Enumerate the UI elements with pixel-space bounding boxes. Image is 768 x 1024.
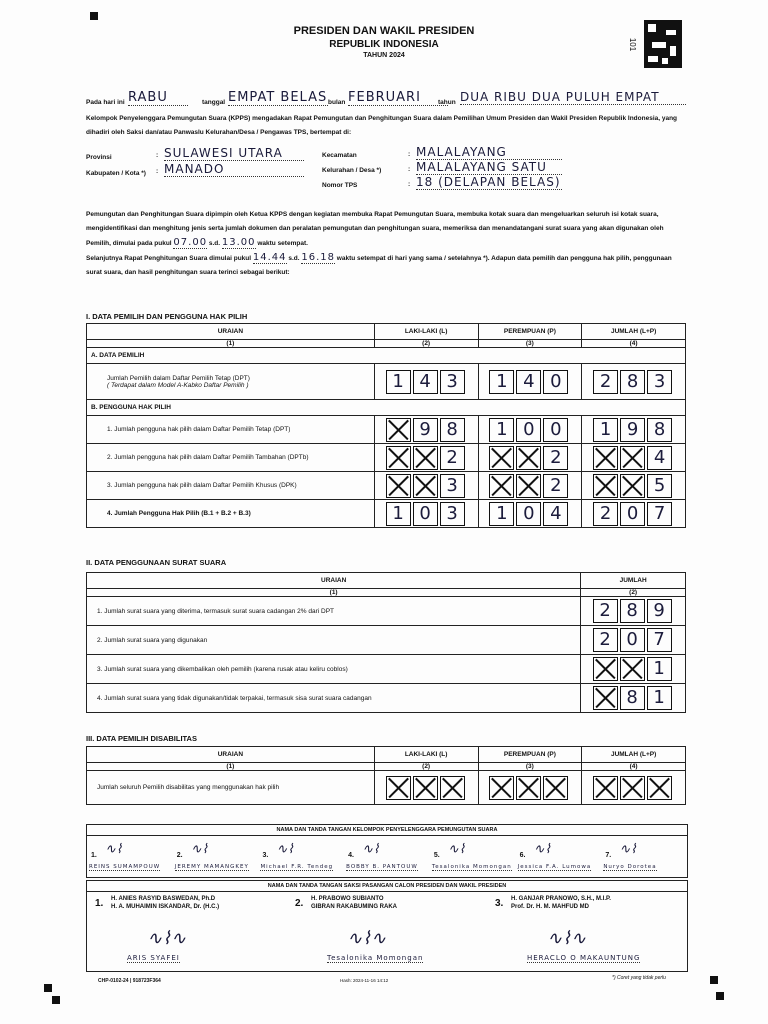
doc-title: PRESIDEN DAN WAKIL PRESIDEN xyxy=(293,25,475,37)
crossed-digit-box xyxy=(516,446,541,470)
s2-row2-label: 2. Jumlah surat suara yang digunakan xyxy=(87,626,581,655)
year-value: DUA RIBU DUA PULUH EMPAT xyxy=(460,90,686,105)
crossed-digit-box xyxy=(413,474,438,498)
end-time: 13.00 xyxy=(221,237,256,248)
s1-col-jumlah: JUMLAH (L+P) xyxy=(582,324,686,340)
registration-mark xyxy=(44,984,52,992)
section1-title: I. DATA PEMILIH DAN PENGGUNA HAK PILIH xyxy=(86,312,248,321)
b3-laki-boxes xyxy=(379,474,474,498)
b2-label: 2. Jumlah pengguna hak pilih dalam Daftar Pemilih Tambahan (DPTb) xyxy=(87,444,375,472)
kelurahan-value: MALALAYANG SATU xyxy=(416,160,562,175)
registration-mark xyxy=(716,992,724,1000)
crossed-digit-box xyxy=(386,474,411,498)
kpps-member-number: 2. xyxy=(176,852,183,859)
digit-box: 9 xyxy=(413,418,438,442)
provinsi-value: SULAWESI UTARA xyxy=(164,146,304,161)
kpps-member-name: Jessica F.A. Lumowa xyxy=(517,864,592,870)
kpps-member xyxy=(87,836,173,876)
kpps-member-number: 7. xyxy=(605,852,612,859)
kabupaten-value: MANADO xyxy=(164,162,304,177)
b1-perempuan-boxes xyxy=(483,418,578,442)
count-end-time: 16.18 xyxy=(301,252,335,263)
footer-hash: Hash: 2024-11-16 14:12 xyxy=(340,978,389,983)
waktu-2: waktu setempat di hari yang sama / setelahnya *). Adapun data pemilih dan pengguna hak pilih, penggunaan surat suara, dan hasil penghitungan suara terinci sebagai berikut: xyxy=(86,255,672,276)
kpps-member-name: BOBBY B. PANTOUW xyxy=(346,864,418,870)
signature-scribble-icon: ∿⌇∿ xyxy=(147,928,186,949)
digit-box: 7 xyxy=(647,628,672,652)
kpps-member-number: 6. xyxy=(519,852,526,859)
s1-col-uraian: URAIAN xyxy=(87,324,375,340)
section1-table xyxy=(86,323,686,528)
s1-num-2: (2) xyxy=(374,340,478,348)
qr-code-icon xyxy=(644,20,682,68)
s3-row-label: Jumlah seluruh Pemilih disabilitas yang menggunakan hak pilih xyxy=(87,771,375,805)
digit-box: 5 xyxy=(647,474,672,498)
signature-scribble-icon: ∿⌇∿ xyxy=(547,928,586,949)
signature-scribble-icon: ∿⌇ xyxy=(362,842,380,857)
kpps-member-number: 4. xyxy=(348,852,354,859)
kabupaten-label: Kabupaten / Kota *) xyxy=(86,170,146,177)
dpt-perempuan-boxes xyxy=(483,370,578,394)
crossed-digit-box xyxy=(489,474,514,498)
dpt-laki-boxes xyxy=(379,370,474,394)
candidate-name-2: Prof. Dr. H. M. MAHFUD MD xyxy=(511,904,589,910)
s1-num-4: (4) xyxy=(582,340,686,348)
candidate-name-2: GIBRAN RAKABUMING RAKA xyxy=(311,904,397,910)
kpps-member xyxy=(258,836,344,876)
digit-box: 0 xyxy=(620,502,645,526)
procedure-paragraph xyxy=(86,208,686,280)
s3-num-3: (3) xyxy=(478,763,582,771)
s1-num-3: (3) xyxy=(478,340,582,348)
saksi-pair xyxy=(287,892,487,972)
b3-label: 3. Jumlah pengguna hak pilih dalam Daftar Pemilih Khusus (DPK) xyxy=(87,472,375,500)
digit-box: 3 xyxy=(440,370,465,394)
opening-paragraph: Kelompok Penyelenggara Pemungutan Suara (KPPS) mengadakan Rapat Pemungutan dan Penghitungan Suara dalam Pemilihan Umum Presiden dan Wakil Presiden Republik Indonesia, yang dihadiri oleh Saksi dan/atau Panwaslu Kelurahan/Desa / Pengawas TPS, bertempat di: xyxy=(86,115,678,136)
kpps-member xyxy=(516,836,602,876)
crossed-digit-box xyxy=(593,776,618,800)
digit-box: 8 xyxy=(440,418,465,442)
signature-scribble-icon: ∿⌇∿ xyxy=(347,928,386,949)
digit-box: 1 xyxy=(489,418,514,442)
digit-box: 2 xyxy=(543,446,568,470)
b2-laki-boxes xyxy=(379,446,474,470)
kpps-member xyxy=(344,836,430,876)
crossed-digit-box xyxy=(593,474,618,498)
s2-num-1: (1) xyxy=(87,589,581,597)
crossed-digit-box xyxy=(543,776,568,800)
registration-mark xyxy=(90,12,98,20)
digit-box: 2 xyxy=(543,474,568,498)
saksi-number: 2. xyxy=(295,898,304,909)
b4-jumlah-boxes xyxy=(586,502,681,526)
digit-box: 1 xyxy=(489,502,514,526)
crossed-digit-box xyxy=(489,776,514,800)
s3-laki-boxes xyxy=(379,776,474,800)
saksi-pairs xyxy=(87,892,687,972)
s1-col-laki: LAKI-LAKI (L) xyxy=(374,324,478,340)
date-value: EMPAT BELAS xyxy=(228,90,328,105)
dpt-row-label xyxy=(87,364,375,400)
digit-box: 0 xyxy=(516,418,541,442)
crossed-digit-box xyxy=(413,776,438,800)
b4-laki-boxes xyxy=(379,502,474,526)
digit-box: 0 xyxy=(516,502,541,526)
kpps-member xyxy=(430,836,516,876)
crossed-digit-box xyxy=(440,776,465,800)
s2-row3-boxes xyxy=(585,657,681,681)
procedure-text-2: Selanjutnya Rapat Penghitungan Suara dimulai pukul xyxy=(86,255,252,262)
crossed-digit-box xyxy=(647,776,672,800)
s3-num-2: (2) xyxy=(374,763,478,771)
registration-mark xyxy=(52,996,60,1004)
section3-title: III. DATA PEMILIH DISABILITAS xyxy=(86,734,197,743)
kpps-signature-box xyxy=(86,824,688,878)
saksi-number: 1. xyxy=(95,898,104,909)
section3-table xyxy=(86,746,686,805)
crossed-digit-box xyxy=(620,776,645,800)
digit-box: 9 xyxy=(647,599,672,623)
b3-jumlah-boxes xyxy=(586,474,681,498)
s2-row4-label: 4. Jumlah surat suara yang tidak digunakan/tidak terpakai, termasuk sisa surat suara cadangan xyxy=(87,684,581,713)
section2-table xyxy=(86,572,686,713)
kpps-members xyxy=(87,836,687,876)
section2-title: II. DATA PENGGUNAAN SURAT SUARA xyxy=(86,558,227,567)
digit-box: 1 xyxy=(647,657,672,681)
procedure-text-1: Pemungutan dan Penghitungan Suara dipimpin oleh Ketua KPPS dengan kegiatan membuka Rapat Pemungutan Suara, membuka kotak suara dan mengeluarkan seluruh isi kotak suara, mengidentifikasi dan menghitung jenis serta jumlah dokumen dan peralatan pemungutan dan penghitungan suara, memeriksa dan menandatangani surat suara yang akan digunakan oleh Pemilih, dimulai pada pukul xyxy=(86,211,664,247)
kpps-member-number: 3. xyxy=(262,852,269,859)
digit-box: 8 xyxy=(620,370,645,394)
s3-perempuan-boxes xyxy=(483,776,578,800)
kpps-member-name: REINS SUMAMPOUW xyxy=(89,864,161,870)
crossed-digit-box xyxy=(620,474,645,498)
s3-jumlah-boxes xyxy=(586,776,681,800)
digit-box: 2 xyxy=(593,628,618,652)
section-a-title: A. DATA PEMILIH xyxy=(87,348,686,364)
b4-perempuan-boxes xyxy=(483,502,578,526)
footer-code: CHP-0102-24 | 918723F364 xyxy=(98,978,161,984)
s3-col-jumlah: JUMLAH (L+P) xyxy=(582,747,686,763)
kecamatan-label: Kecamatan xyxy=(322,152,357,159)
digit-box: 0 xyxy=(413,502,438,526)
witness-name: HERACLO O MAKAUNTUNG xyxy=(527,954,641,962)
kpps-member-number: 1. xyxy=(91,852,97,859)
signature-scribble-icon: ∿⌇ xyxy=(533,842,551,857)
s2-col-jumlah: JUMLAH xyxy=(581,573,686,589)
digit-box: 2 xyxy=(593,370,618,394)
digit-box: 0 xyxy=(543,370,568,394)
doc-year: TAHUN 2024 xyxy=(363,52,405,59)
dpt-note: ( Terdapat dalam Model A-Kabko Daftar Pemilih ) xyxy=(107,381,249,389)
signature-scribble-icon: ∿⌇ xyxy=(105,842,123,857)
side-number: 101 xyxy=(628,37,638,52)
digit-box: 3 xyxy=(440,502,465,526)
kecamatan-value: MALALAYANG xyxy=(416,145,562,160)
signature-scribble-icon: ∿⌇ xyxy=(190,842,208,857)
dpt-jumlah-boxes xyxy=(586,370,681,394)
kpps-member-name: JEREMY MAMANGKEY xyxy=(174,864,249,870)
s2-row1-boxes xyxy=(585,599,681,623)
saksi-pair xyxy=(87,892,287,972)
kpps-member xyxy=(601,836,687,876)
crossed-digit-box xyxy=(386,446,411,470)
month-value: FEBRUARI xyxy=(348,90,448,106)
digit-box: 1 xyxy=(386,502,411,526)
digit-box: 4 xyxy=(543,502,568,526)
date-label: tanggal xyxy=(202,99,226,106)
waktu-1: waktu setempat. xyxy=(257,240,308,247)
crossed-digit-box xyxy=(593,686,618,710)
signature-scribble-icon: ∿⌇ xyxy=(276,842,294,857)
signature-scribble-icon: ∿⌇ xyxy=(619,842,637,857)
kpps-title: NAMA DAN TANDA TANGAN KELOMPOK PENYELENGGARA PEMUNGUTAN SUARA xyxy=(87,825,687,836)
s2-row4-boxes xyxy=(585,686,681,710)
b1-laki-boxes xyxy=(379,418,474,442)
doc-subtitle: REPUBLIK INDONESIA xyxy=(329,39,439,50)
section-b-title: B. PENGGUNA HAK PILIH xyxy=(87,400,686,416)
s3-num-4: (4) xyxy=(582,763,686,771)
digit-box: 2 xyxy=(593,599,618,623)
s3-col-perempuan: PEREMPUAN (P) xyxy=(478,747,582,763)
dpt-label: Jumlah Pemilih dalam Daftar Pemilih Tetap (DPT) xyxy=(107,374,250,382)
s2-num-2: (2) xyxy=(581,589,686,597)
digit-box: 4 xyxy=(647,446,672,470)
candidate-name-1: H. GANJAR PRANOWO, S.H., M.I.P. xyxy=(511,896,611,902)
registration-mark xyxy=(710,976,718,984)
digit-box: 1 xyxy=(386,370,411,394)
witness-name: Tesalonika Momongan xyxy=(327,954,424,962)
crossed-digit-box xyxy=(516,776,541,800)
kpps-member-number: 5. xyxy=(433,852,440,859)
crossed-digit-box xyxy=(413,446,438,470)
sd-2: s.d. xyxy=(288,255,300,262)
b3-perempuan-boxes xyxy=(483,474,578,498)
candidate-name-1: H. PRABOWO SUBIANTO xyxy=(311,896,384,902)
kpps-member-name: Michael F.R. Tendeg xyxy=(260,864,334,870)
digit-box: 4 xyxy=(516,370,541,394)
s1-num-1: (1) xyxy=(87,340,375,348)
digit-box: 2 xyxy=(593,502,618,526)
s1-col-perempuan: PEREMPUAN (P) xyxy=(478,324,582,340)
signature-scribble-icon: ∿⌇ xyxy=(447,842,466,857)
provinsi-label: Provinsi xyxy=(86,154,112,161)
opening-line xyxy=(86,92,686,108)
s2-row2-boxes xyxy=(585,628,681,652)
digit-box: 9 xyxy=(620,418,645,442)
crossed-digit-box xyxy=(489,446,514,470)
saksi-signature-box xyxy=(86,880,688,972)
b1-jumlah-boxes xyxy=(586,418,681,442)
b2-perempuan-boxes xyxy=(483,446,578,470)
s3-col-uraian: URAIAN xyxy=(87,747,375,763)
s2-row1-label: 1. Jumlah surat suara yang diterima, termasuk surat suara cadangan 2% dari DPT xyxy=(87,597,581,626)
crossed-digit-box xyxy=(593,657,618,681)
s3-col-laki: LAKI-LAKI (L) xyxy=(374,747,478,763)
crossed-digit-box xyxy=(620,657,645,681)
candidate-name-1: H. ANIES RASYID BASWEDAN, Ph.D xyxy=(111,896,216,902)
b1-label: 1. Jumlah pengguna hak pilih dalam Daftar Pemilih Tetap (DPT) xyxy=(87,416,375,444)
crossed-digit-box xyxy=(516,474,541,498)
digit-box: 3 xyxy=(440,474,465,498)
saksi-pair xyxy=(487,892,687,972)
tps-value: 18 (DELAPAN BELAS) xyxy=(416,175,561,189)
month-label: bulan xyxy=(328,99,346,106)
digit-box: 3 xyxy=(647,370,672,394)
digit-box: 0 xyxy=(620,628,645,652)
footer-note: *) Coret yang tidak perlu xyxy=(612,975,666,981)
digit-box: 1 xyxy=(489,370,514,394)
digit-box: 1 xyxy=(593,418,618,442)
kpps-member-name: Nuryo Dorotea xyxy=(603,864,657,870)
witness-name: ARIS SYAFEI xyxy=(127,954,180,962)
digit-box: 8 xyxy=(647,418,672,442)
digit-box: 8 xyxy=(620,599,645,623)
start-time: 07.00 xyxy=(173,237,208,248)
digit-box: 4 xyxy=(413,370,438,394)
kpps-member xyxy=(173,836,259,876)
day-label: Pada hari ini xyxy=(86,99,125,106)
b4-label: 4. Jumlah Pengguna Hak Pilih (B.1 + B.2 + B.3) xyxy=(87,500,375,528)
year-label: tahun xyxy=(438,99,456,106)
saksi-title: NAMA DAN TANDA TANGAN SAKSI PASANGAN CALON PRESIDEN DAN WAKIL PRESIDEN xyxy=(87,881,687,892)
digit-box: 7 xyxy=(647,502,672,526)
crossed-digit-box xyxy=(386,776,411,800)
location-block: Provinsi : SULAWESI UTARA Kabupaten / Kota *) : MANADO Kecamatan : MALALAYANG Kelurahan / Desa *) : MALALAYANG SATU Nomor TPS : 18 (DELAPAN BELAS) xyxy=(86,145,561,189)
saksi-number: 3. xyxy=(495,898,504,909)
s2-row3-label: 3. Jumlah surat suara yang dikembalikan oleh pemilih (karena rusak atau keliru coblos) xyxy=(87,655,581,684)
count-start-time: 14.44 xyxy=(252,252,287,263)
sd-1: s.d. xyxy=(208,240,221,247)
crossed-digit-box xyxy=(620,446,645,470)
digit-box: 1 xyxy=(647,686,672,710)
digit-box: 0 xyxy=(543,418,568,442)
crossed-digit-box xyxy=(386,418,411,442)
b2-jumlah-boxes xyxy=(586,446,681,470)
s2-col-uraian: URAIAN xyxy=(87,573,581,589)
candidate-name-2: H. A. MUHAIMIN ISKANDAR, Dr. (H.C.) xyxy=(111,904,220,910)
crossed-digit-box xyxy=(593,446,618,470)
tps-label: Nomor TPS xyxy=(322,182,358,189)
kpps-member-name: Tesalonika Momongan xyxy=(431,864,512,870)
day-value: RABU xyxy=(128,90,188,106)
s3-num-1: (1) xyxy=(87,763,375,771)
digit-box: 8 xyxy=(620,686,645,710)
digit-box: 2 xyxy=(440,446,465,470)
kelurahan-label: Kelurahan / Desa *) xyxy=(322,167,382,174)
